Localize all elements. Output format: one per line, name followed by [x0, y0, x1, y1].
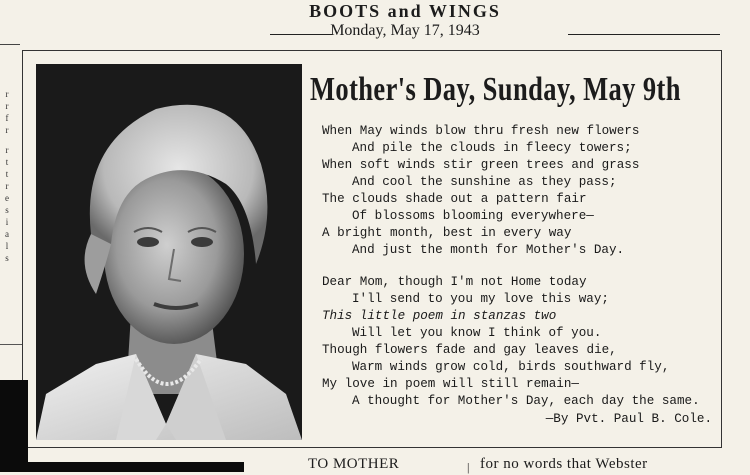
masthead-rule-right — [568, 34, 720, 35]
fragment-char: s — [5, 253, 9, 263]
poem-line: Dear Mom, though I'm not Home today — [322, 275, 587, 289]
poem-line: I'll send to you my love this way; — [352, 292, 609, 306]
poem-line: The clouds shade out a pattern fair — [322, 192, 587, 206]
left-column-rule — [0, 44, 20, 45]
next-article-text: for no words that Webster — [480, 456, 648, 472]
fragment-char: e — [5, 193, 9, 203]
fragment-char: i — [5, 217, 9, 227]
poem-line: Though flowers fade and gay leaves die, — [322, 343, 617, 357]
poem-line: My love in poem will still remain— — [322, 377, 579, 391]
headline-text: Mother's Day, Sunday, May 9th — [310, 71, 681, 108]
poem-line: And just the month for Mother's Day. — [352, 243, 625, 257]
portrait-illustration — [36, 64, 302, 440]
fragment-char: r — [5, 125, 9, 135]
fragment-char: t — [5, 169, 9, 179]
poem-line: Of blossoms blooming everywhere— — [352, 209, 594, 223]
scan-dark-edge — [0, 380, 28, 472]
poem-line: A bright month, best in every way — [322, 226, 572, 240]
fragment-char: r — [5, 181, 9, 191]
fragment-char: r — [5, 145, 9, 155]
article-headline — [306, 68, 706, 112]
issue-date: Monday, May 17, 1943 — [330, 22, 480, 39]
portrait-photo — [36, 64, 302, 440]
left-column-fragment — [0, 88, 14, 264]
left-column-rule-lower — [0, 344, 22, 345]
fragment-char: r — [5, 101, 9, 111]
poem-line: And pile the clouds in fleecy towers; — [352, 141, 632, 155]
poem-line: Warm winds grow cold, birds southward fly, — [352, 360, 670, 374]
next-article-title: TO MOTHER — [308, 456, 400, 472]
fragment-char: r — [5, 89, 9, 99]
column-separator: | — [467, 460, 470, 474]
fragment-char: l — [5, 241, 9, 251]
scan-dark-bottom — [0, 462, 244, 472]
poem-line: When soft winds stir green trees and grass — [322, 158, 640, 172]
poem-line: Will let you know I think of you. — [352, 326, 602, 340]
poem-line: A thought for Mother's Day, each day the same. — [352, 394, 700, 408]
poem-line: This little poem in stanzas two — [322, 309, 557, 323]
poem-line: When May winds blow thru fresh new flowers — [322, 124, 640, 138]
newspaper-title: BOOTS and WINGS — [309, 1, 501, 21]
poem-line: And cool the sunshine as they pass; — [352, 175, 617, 189]
fragment-char: t — [5, 157, 9, 167]
poem-byline: —By Pvt. Paul B. Cole. — [545, 412, 712, 426]
fragment-char: f — [5, 113, 9, 123]
fragment-char: a — [5, 229, 9, 239]
fragment-char: s — [5, 205, 9, 215]
